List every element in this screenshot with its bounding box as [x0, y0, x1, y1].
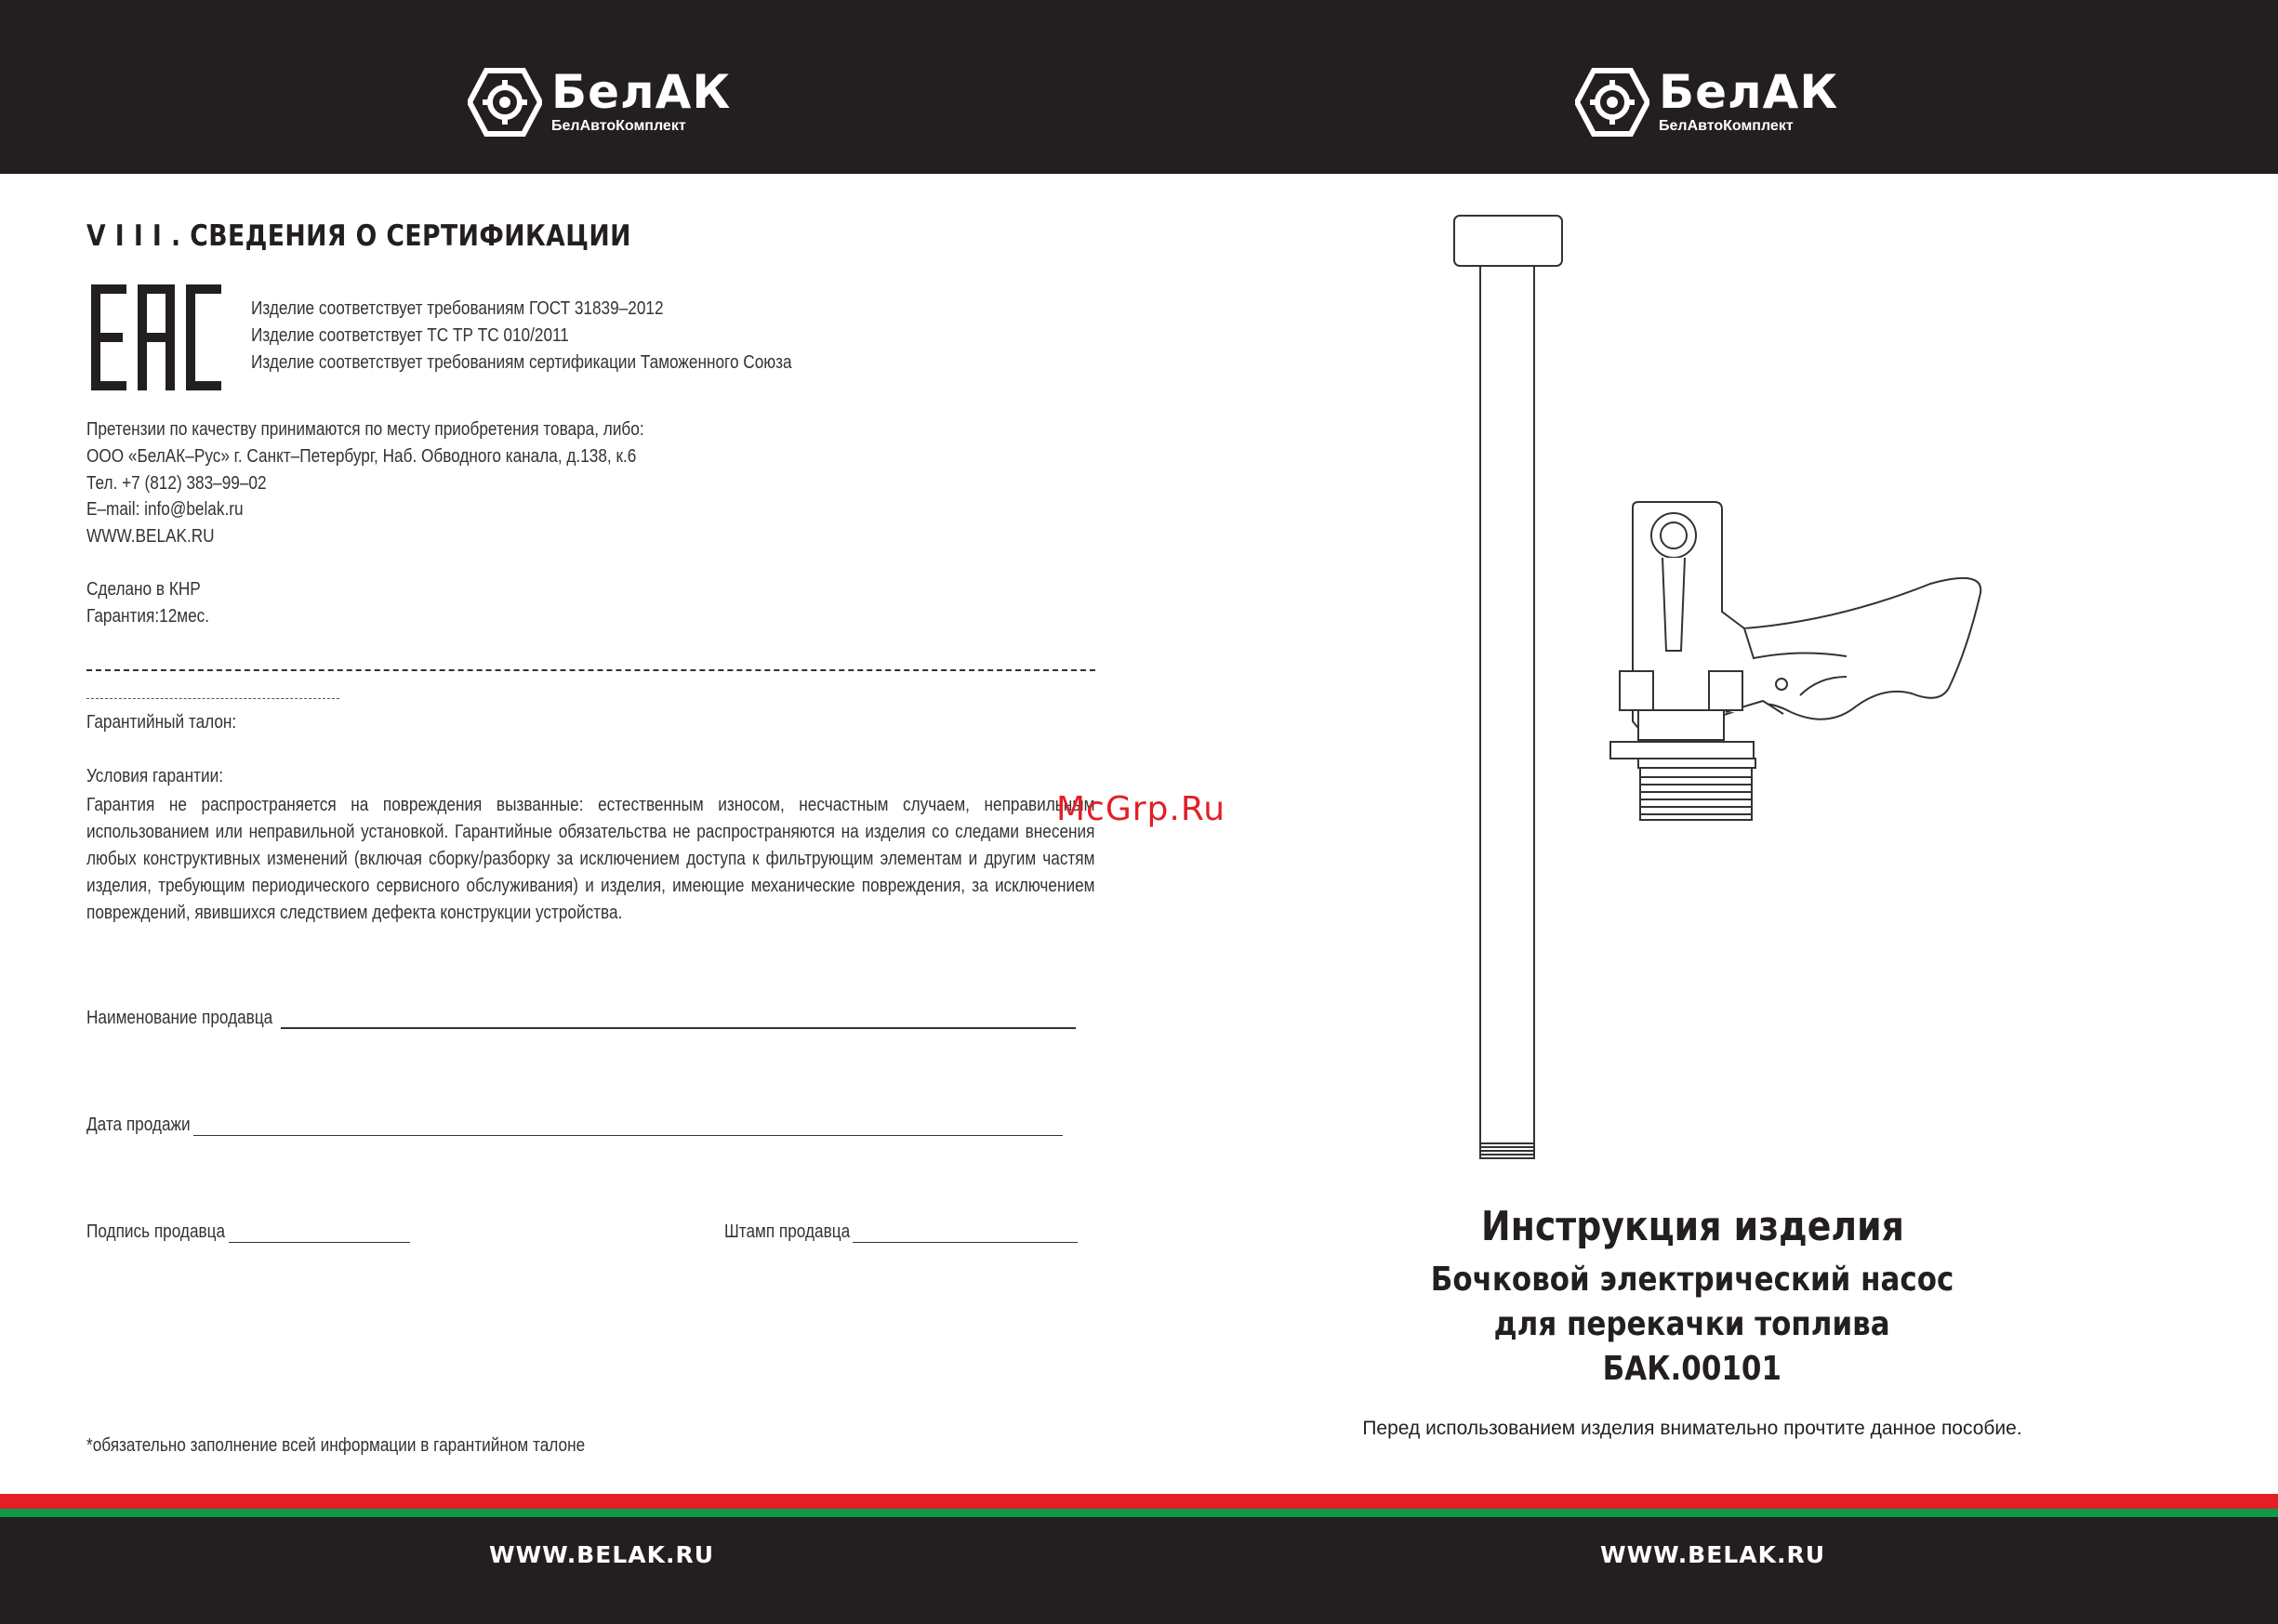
cut-line-short [86, 698, 339, 699]
origin-warranty [86, 576, 209, 630]
certification-line: Изделие соответствует требованиям ГОСТ 31839–2012 [251, 298, 664, 319]
seller-stamp-line[interactable] [853, 1241, 1078, 1243]
certification-lines [251, 296, 792, 376]
stripe-green [0, 1509, 2278, 1517]
belak-logo-icon [468, 67, 542, 138]
logo-name: БелАК [551, 65, 732, 119]
pump-illustration [1447, 212, 1986, 1169]
footer-url-left[interactable]: WWW.BELAK.RU [489, 1541, 715, 1568]
watermark: McGrp.Ru [1056, 790, 1226, 828]
sale-date-label: Дата продажи [86, 1115, 191, 1135]
certification-line: Изделие соответствует ТС ТР ТС 010/2011 [251, 325, 569, 346]
top-bar [0, 0, 2278, 174]
warranty-conditions-title: Условия гарантии: [86, 766, 223, 786]
claims-text: Претензии по качеству принимаются по месту приобретения товара, либо: [86, 419, 644, 440]
product-model: БАК.00101 [1602, 1350, 1782, 1388]
footer-url-right[interactable]: WWW.BELAK.RU [1600, 1541, 1826, 1568]
warranty-period: Гарантия:12мес. [86, 605, 210, 627]
footnote: *обязательно заполнение всей информации в гарантийном талоне [86, 1435, 586, 1456]
seller-name-label: Наименование продавца [86, 1008, 273, 1028]
logo-subtitle: БелАвтоКомплект [551, 118, 686, 134]
belak-logo-icon [1575, 67, 1649, 138]
cut-line [86, 669, 1095, 671]
product-subtitle-2: для перекачки топлива [1494, 1305, 1890, 1343]
sale-date-line[interactable] [193, 1134, 1063, 1136]
warranty-conditions-text: Гарантия не распространяется на повреждения вызванные: естественным износом, несчастным случаем, неправильным использованием или неправильной установкой. Гарантийные обязательства не распространяются на изделия со следами внесения любых конструктивных изменений (включая сборку/разборку за исключением доступа к фильтрующим элементам и другим частям изделия, требующим периодического сервисного обслуживания) и изделия, имеющие механические повреждения, за исключением повреждений, явившихся следствием дефекта конструкции устройства. [86, 795, 1095, 923]
instruction-title: Инструкция изделия [1480, 1203, 1904, 1250]
seller-signature-label: Подпись продавца [86, 1221, 226, 1242]
seller-signature-line[interactable] [229, 1241, 410, 1243]
bottom-bar [0, 1517, 2278, 1624]
seller-name-field[interactable] [86, 1008, 1076, 1029]
logo-name: БелАК [1659, 65, 1839, 119]
sale-date-field[interactable] [86, 1115, 1063, 1136]
contacts-block [86, 416, 644, 550]
email: E–mail: info@belak.ru [86, 499, 244, 521]
logo-left [468, 65, 731, 139]
phone: Тел. +7 (812) 383–99–02 [86, 472, 267, 494]
website: WWW.BELAK.RU [86, 526, 215, 548]
stripe-red [0, 1494, 2278, 1509]
company-address: ООО «БелАК–Рус» г. Санкт–Петербург, Наб. Обводного канала, д.138, к.6 [86, 445, 637, 467]
eac-mark-icon [91, 284, 221, 390]
seller-stamp-label: Штамп продавца [724, 1221, 851, 1242]
read-manual-note: Перед использованием изделия внимательно прочтите данное пособие. [1362, 1418, 2022, 1439]
stripe-white [0, 1487, 2278, 1494]
logo-right [1575, 65, 1838, 139]
logo-subtitle: БелАвтоКомплект [1659, 118, 1794, 134]
section-title: V I I I . СВЕДЕНИЯ О СЕРТИФИКАЦИИ [86, 219, 631, 253]
seller-stamp-field[interactable] [724, 1221, 1078, 1243]
seller-signature-field[interactable] [86, 1221, 410, 1243]
warranty-card-label: Гарантийный талон: [86, 712, 237, 733]
made-in: Сделано в КНР [86, 579, 201, 600]
product-subtitle-1: Бочковой электрический насос [1430, 1261, 1954, 1299]
certification-line: Изделие соответствует требованиям сертификации Таможенного Союза [251, 352, 792, 373]
seller-name-line[interactable] [281, 1026, 1076, 1029]
